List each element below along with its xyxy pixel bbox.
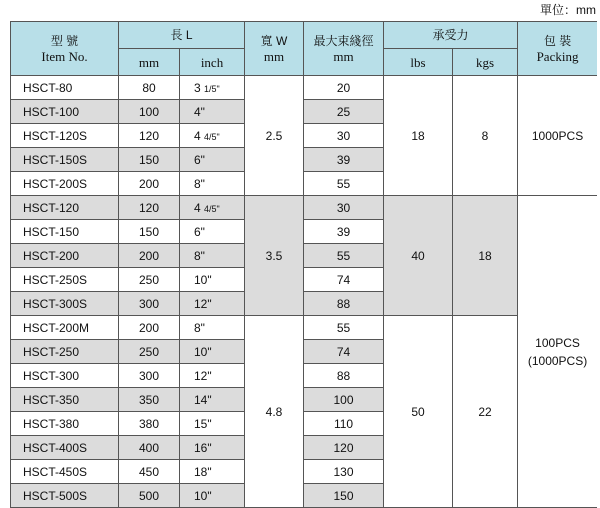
- length-mm-cell: 150: [119, 148, 180, 172]
- length-inch-cell: [180, 316, 245, 340]
- item-number-cell: HSCT-200S: [11, 172, 119, 196]
- item-number-cell: HSCT-200: [11, 244, 119, 268]
- length-inch-whole: 16": [194, 440, 212, 455]
- header-width-unit: mm: [263, 48, 285, 64]
- length-inch-fraction: 1/5": [204, 83, 220, 94]
- item-number-cell: HSCT-150S: [11, 148, 119, 172]
- bundle-diameter-cell: 55: [304, 244, 384, 268]
- table-row: [11, 316, 598, 340]
- length-inch-whole: 8": [194, 320, 205, 335]
- item-number-cell: HSCT-120: [11, 196, 119, 220]
- length-inch-cell: [180, 76, 245, 100]
- table-row: [11, 196, 598, 220]
- length-inch-whole: 10": [194, 344, 212, 359]
- unit-note: 單位：mm: [540, 3, 596, 17]
- item-number-cell: HSCT-450S: [11, 460, 119, 484]
- bundle-diameter-cell: 30: [304, 196, 384, 220]
- length-mm-cell: 120: [119, 124, 180, 148]
- length-mm-cell: 500: [119, 484, 180, 508]
- strength-lbs-cell: 50: [384, 316, 453, 508]
- bundle-diameter-cell: 55: [304, 172, 384, 196]
- spec-table-body: [11, 76, 598, 508]
- length-inch-whole: 6": [194, 152, 205, 167]
- length-mm-cell: 400: [119, 436, 180, 460]
- bundle-diameter-cell: 74: [304, 268, 384, 292]
- bundle-diameter-cell: 39: [304, 220, 384, 244]
- length-inch-cell: [180, 412, 245, 436]
- strength-lbs-cell: 40: [384, 196, 453, 316]
- bundle-diameter-cell: 100: [304, 388, 384, 412]
- item-number-cell: HSCT-350: [11, 388, 119, 412]
- strength-lbs-cell: 18: [384, 76, 453, 196]
- item-number-cell: HSCT-120S: [11, 124, 119, 148]
- packing-cell: 100PCS (1000PCS): [518, 196, 597, 508]
- bundle-diameter-cell: 30: [304, 124, 384, 148]
- packing-cell: 1000PCS: [518, 76, 597, 196]
- length-inch-whole: 18": [194, 464, 212, 479]
- header-length-inch: inch: [180, 49, 245, 76]
- bundle-diameter-cell: 20: [304, 76, 384, 100]
- item-number-cell: HSCT-250S: [11, 268, 119, 292]
- length-inch-cell: [180, 124, 245, 148]
- length-inch-cell: [180, 172, 245, 196]
- header-bundle-label: 最大束綫徑: [313, 33, 374, 48]
- header-packing-en: Packing: [536, 48, 579, 64]
- length-inch-cell: [180, 484, 245, 508]
- item-number-cell: HSCT-300: [11, 364, 119, 388]
- item-number-cell: HSCT-300S: [11, 292, 119, 316]
- header-strength-lbs: lbs: [384, 49, 453, 76]
- bundle-diameter-cell: 88: [304, 364, 384, 388]
- length-inch-whole: 4: [194, 128, 201, 143]
- header-item: [11, 22, 119, 76]
- length-inch-cell: [180, 436, 245, 460]
- bundle-diameter-cell: 88: [304, 292, 384, 316]
- length-mm-cell: 200: [119, 244, 180, 268]
- length-mm-cell: 200: [119, 172, 180, 196]
- length-inch-whole: 12": [194, 368, 212, 383]
- item-number-cell: HSCT-80: [11, 76, 119, 100]
- bundle-diameter-cell: 110: [304, 412, 384, 436]
- length-inch-fraction: 4/5": [204, 131, 220, 142]
- length-inch-cell: [180, 220, 245, 244]
- strength-kgs-cell: 18: [453, 196, 518, 316]
- header-width: [245, 22, 304, 76]
- length-inch-cell: [180, 244, 245, 268]
- length-inch-cell: [180, 100, 245, 124]
- header-packing-zh: 包 裝: [543, 33, 572, 48]
- length-inch-whole: 6": [194, 224, 205, 239]
- length-inch-whole: 8": [194, 176, 205, 191]
- length-inch-whole: 8": [194, 248, 205, 263]
- header-length: 長 L: [119, 22, 245, 49]
- length-mm-cell: 100: [119, 100, 180, 124]
- strength-kgs-cell: 22: [453, 316, 518, 508]
- length-inch-whole: 15": [194, 416, 212, 431]
- header-bundle-unit: mm: [333, 48, 354, 64]
- width-cell: 4.8: [245, 316, 304, 508]
- header-length-mm: mm: [119, 49, 180, 76]
- item-number-cell: HSCT-380: [11, 412, 119, 436]
- header-strength-kgs: kgs: [453, 49, 518, 76]
- header-strength: 承受力: [384, 22, 518, 49]
- length-mm-cell: 150: [119, 220, 180, 244]
- length-inch-cell: [180, 364, 245, 388]
- length-inch-whole: 12": [194, 296, 212, 311]
- bundle-diameter-cell: 39: [304, 148, 384, 172]
- length-inch-whole: 10": [194, 488, 212, 503]
- length-mm-cell: 250: [119, 268, 180, 292]
- length-inch-cell: [180, 292, 245, 316]
- length-mm-cell: 80: [119, 76, 180, 100]
- length-mm-cell: 450: [119, 460, 180, 484]
- width-cell: 3.5: [245, 196, 304, 316]
- header-width-label: 寬 W: [260, 33, 288, 48]
- length-inch-whole: 14": [194, 392, 212, 407]
- length-inch-whole: 4: [194, 200, 201, 215]
- length-inch-cell: [180, 460, 245, 484]
- strength-kgs-cell: 8: [453, 76, 518, 196]
- item-number-cell: HSCT-250: [11, 340, 119, 364]
- spec-table: [10, 21, 597, 508]
- length-inch-fraction: 4/5": [204, 203, 220, 214]
- item-number-cell: HSCT-150: [11, 220, 119, 244]
- length-mm-cell: 300: [119, 364, 180, 388]
- length-inch-cell: [180, 340, 245, 364]
- length-inch-whole: 3: [194, 80, 201, 95]
- bundle-diameter-cell: 150: [304, 484, 384, 508]
- bundle-diameter-cell: 120: [304, 436, 384, 460]
- table-row: [11, 76, 598, 100]
- bundle-diameter-cell: 130: [304, 460, 384, 484]
- item-number-cell: HSCT-500S: [11, 484, 119, 508]
- item-number-cell: HSCT-100: [11, 100, 119, 124]
- length-inch-cell: [180, 196, 245, 220]
- header-item-en: Item No.: [41, 48, 88, 64]
- width-cell: 2.5: [245, 76, 304, 196]
- header-item-zh: 型 號: [50, 33, 79, 48]
- length-inch-cell: [180, 388, 245, 412]
- length-inch-cell: [180, 148, 245, 172]
- bundle-diameter-cell: 55: [304, 316, 384, 340]
- header-packing: [518, 22, 597, 76]
- length-mm-cell: 120: [119, 196, 180, 220]
- length-inch-whole: 10": [194, 272, 212, 287]
- header-bundle: [304, 22, 384, 76]
- length-mm-cell: 350: [119, 388, 180, 412]
- length-inch-cell: [180, 268, 245, 292]
- length-mm-cell: 300: [119, 292, 180, 316]
- length-mm-cell: 200: [119, 316, 180, 340]
- spec-table-container: [10, 21, 597, 508]
- length-mm-cell: 250: [119, 340, 180, 364]
- length-inch-whole: 4": [194, 104, 205, 119]
- bundle-diameter-cell: 74: [304, 340, 384, 364]
- item-number-cell: HSCT-200M: [11, 316, 119, 340]
- length-mm-cell: 380: [119, 412, 180, 436]
- item-number-cell: HSCT-400S: [11, 436, 119, 460]
- bundle-diameter-cell: 25: [304, 100, 384, 124]
